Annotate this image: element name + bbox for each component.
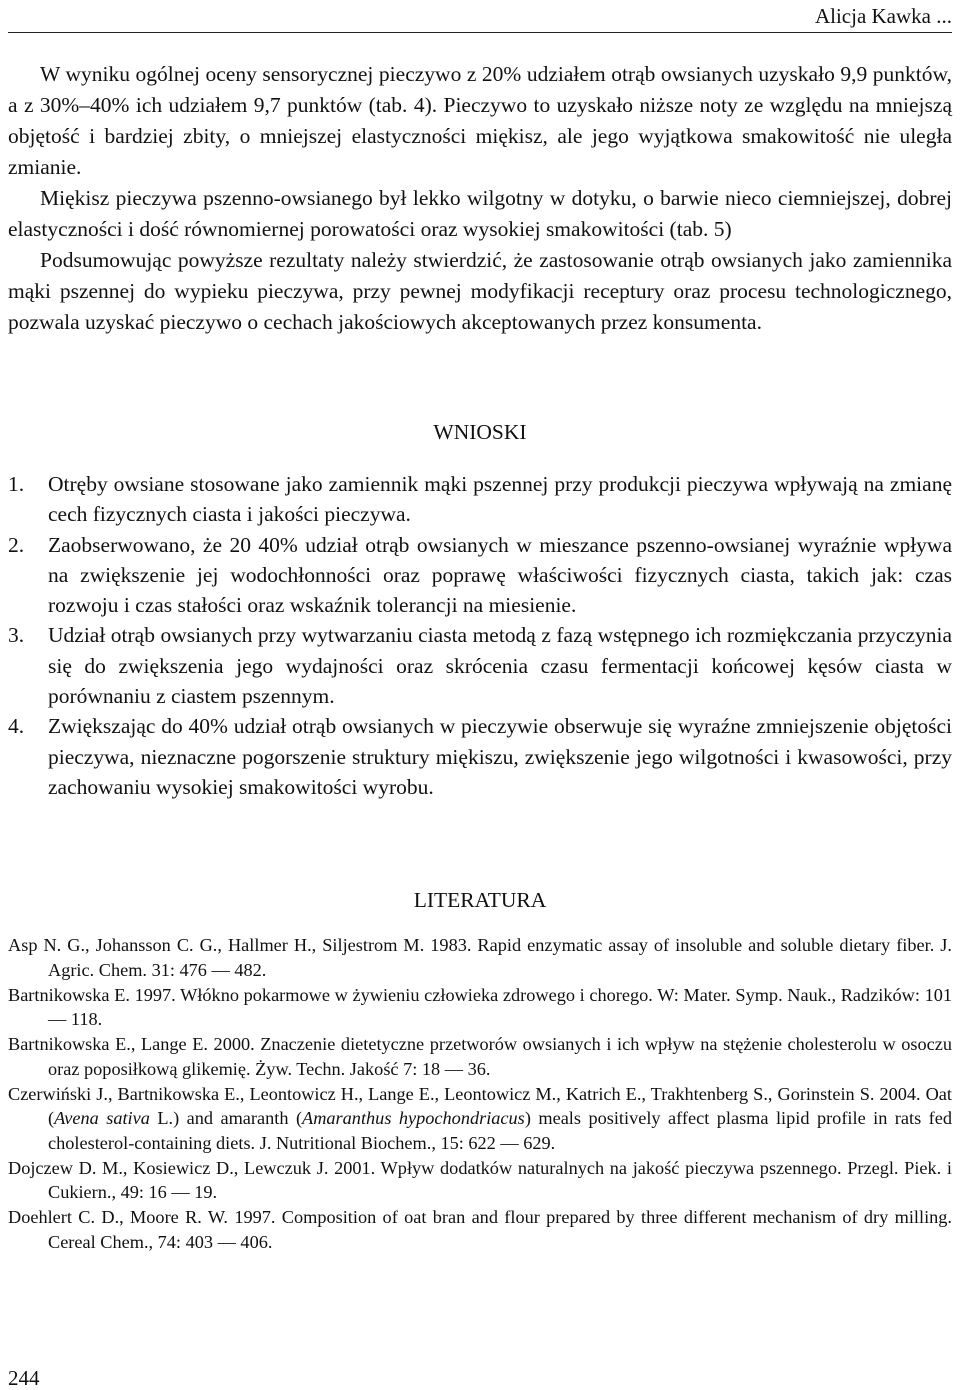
paragraph: Podsumowując powyższe rezultaty należy stwierdzić, że zastosowanie otrąb owsianych jako zamiennika mąki pszennej do wypieku pieczywa, przy pewnej modyfikacji receptury oraz procesu technologicznego, pozwala uzyskać pieczywo o cechach jakościowych akceptowanych przez konsumenta.: [8, 248, 952, 334]
body-text: [8, 59, 952, 338]
conclusions-heading: WNIOSKI: [433, 420, 527, 444]
reference-entry: [8, 1082, 952, 1156]
reference-text: ) meals positively affect plasma lipid profile in rats fed cholesterol-containing diets. J. Nutritional Biochem., 15: 622 — 629.: [48, 1108, 953, 1153]
page-number: 244: [8, 1366, 40, 1390]
paragraph: Miękisz pieczywa pszenno-owsianego był lekko wilgotny w dotyku, o barwie nieco ciemniejszej, dobrej elastyczności i dość równomiernej porowatości oraz wysokiej smakowitości (tab. 5): [8, 186, 952, 241]
reference-entry: Doehlert C. D., Moore R. W. 1997. Composition of oat bran and flour prepared by three different mechanism of dry milling. Cereal Chem., 74: 403 — 406.: [8, 1207, 952, 1252]
reference-entry: Bartnikowska E., Lange E. 2000. Znaczenie dietetyczne przetworów owsianych i ich wpływ na stężenie cholesterolu w osoczu oraz poposiłkową glikemię. Żyw. Techn. Jakość 7: 18 — 36.: [8, 1034, 952, 1079]
list-item: [8, 469, 952, 530]
paragraph: W wyniku ogólnej oceny sensorycznej pieczywo z 20% udziałem otrąb owsianych uzyskało 9,9 punktów, a z 30%–40% ich udziałem 9,7 punktów (tab. 4). Pieczywo to uzyskało niższe noty ze względu na mniejszą objętość i bardziej zbity, o mniejszej elastyczności miękisz, ale jego wyjątkowa smakowitość nie uległa zmianie.: [8, 62, 952, 179]
list-item: [8, 530, 952, 621]
references-heading: LITERATURA: [413, 888, 547, 912]
list-item-number: 3.: [8, 623, 25, 648]
list-item: [8, 620, 952, 711]
reference-entry: Dojczew D. M., Kosiewicz D., Lewczuk J. 2001. Wpływ dodatków naturalnych na jakość pieczywa pszennego. Przegl. Piek. i Cukiern., 49: 16 — 19.: [8, 1157, 952, 1202]
header-rule: [8, 32, 952, 33]
list-item-number: 1.: [8, 472, 25, 496]
reference-entry: Bartnikowska E. 1997. Włókno pokarmowe w żywieniu człowieka zdrowego i chorego. W: Mater. Symp. Nauk., Radzików: 101 — 118.: [8, 984, 952, 1029]
list-item-text: Zwiększając do 40% udział otrąb owsianych w pieczywie obserwuje się wyraźne zmniejszenie objętości pieczywa, nieznaczne pogorszenie struktury miękiszu, zwiększenie jego wilgotności i kwasowości, przy zachowaniu wysokiej smakowitości wyrobu.: [48, 714, 952, 799]
reference-text: L.) and amaranth (: [149, 1108, 303, 1128]
list-item-text: Otręby owsiane stosowane jako zamiennik mąki pszennej przy produkcji pieczywa wpływają na zmianę cech fizycznych ciasta i jakości pieczywa.: [48, 472, 952, 527]
list-item-text: Zaobserwowano, że 20 40% udział otrąb owsianych w mieszance pszenno-owsianej wyraźnie wpływa na zwiększenie jej wodochłonności oraz poprawę właściwości fizycznych ciasta, takich jak: czas rozwoju i czas stałości oraz wskaźnik tolerancji na miesienie.: [48, 532, 952, 618]
references-list: [8, 933, 952, 1255]
reference-entry: Asp N. G., Johansson C. G., Hallmer H., Siljestrom M. 1983. Rapid enzymatic assay of insoluble and soluble dietary fiber. J. Agric. Chem. 31: 476 — 482.: [8, 935, 952, 980]
reference-italic-species: Avena sativa: [54, 1108, 150, 1128]
list-item-number: 2.: [8, 532, 25, 557]
list-item-text: Udział otrąb owsianych przy wytwarzaniu ciasta metodą z fazą wstępnego ich rozmiękczania przyczynia się do zwiększenia jego wydajności oraz skrócenia czasu fermentacji końcowej kęsów ciasta w porównaniu z ciastem pszennym.: [48, 623, 952, 709]
reference-text: Czerwiński J., Bartnikowska E., Leontowicz H., Lange E., Leontowicz M., Katrich E., Trakhtenberg S., Gorinstein S. 2004. Oat (: [8, 1083, 952, 1128]
list-item: [8, 711, 952, 802]
list-item-number: 4.: [8, 714, 25, 739]
reference-italic-species: Amaranthus hypochondriacus: [302, 1108, 525, 1128]
conclusions-list: [8, 469, 952, 802]
running-header: Alicja Kawka ...: [814, 4, 952, 28]
